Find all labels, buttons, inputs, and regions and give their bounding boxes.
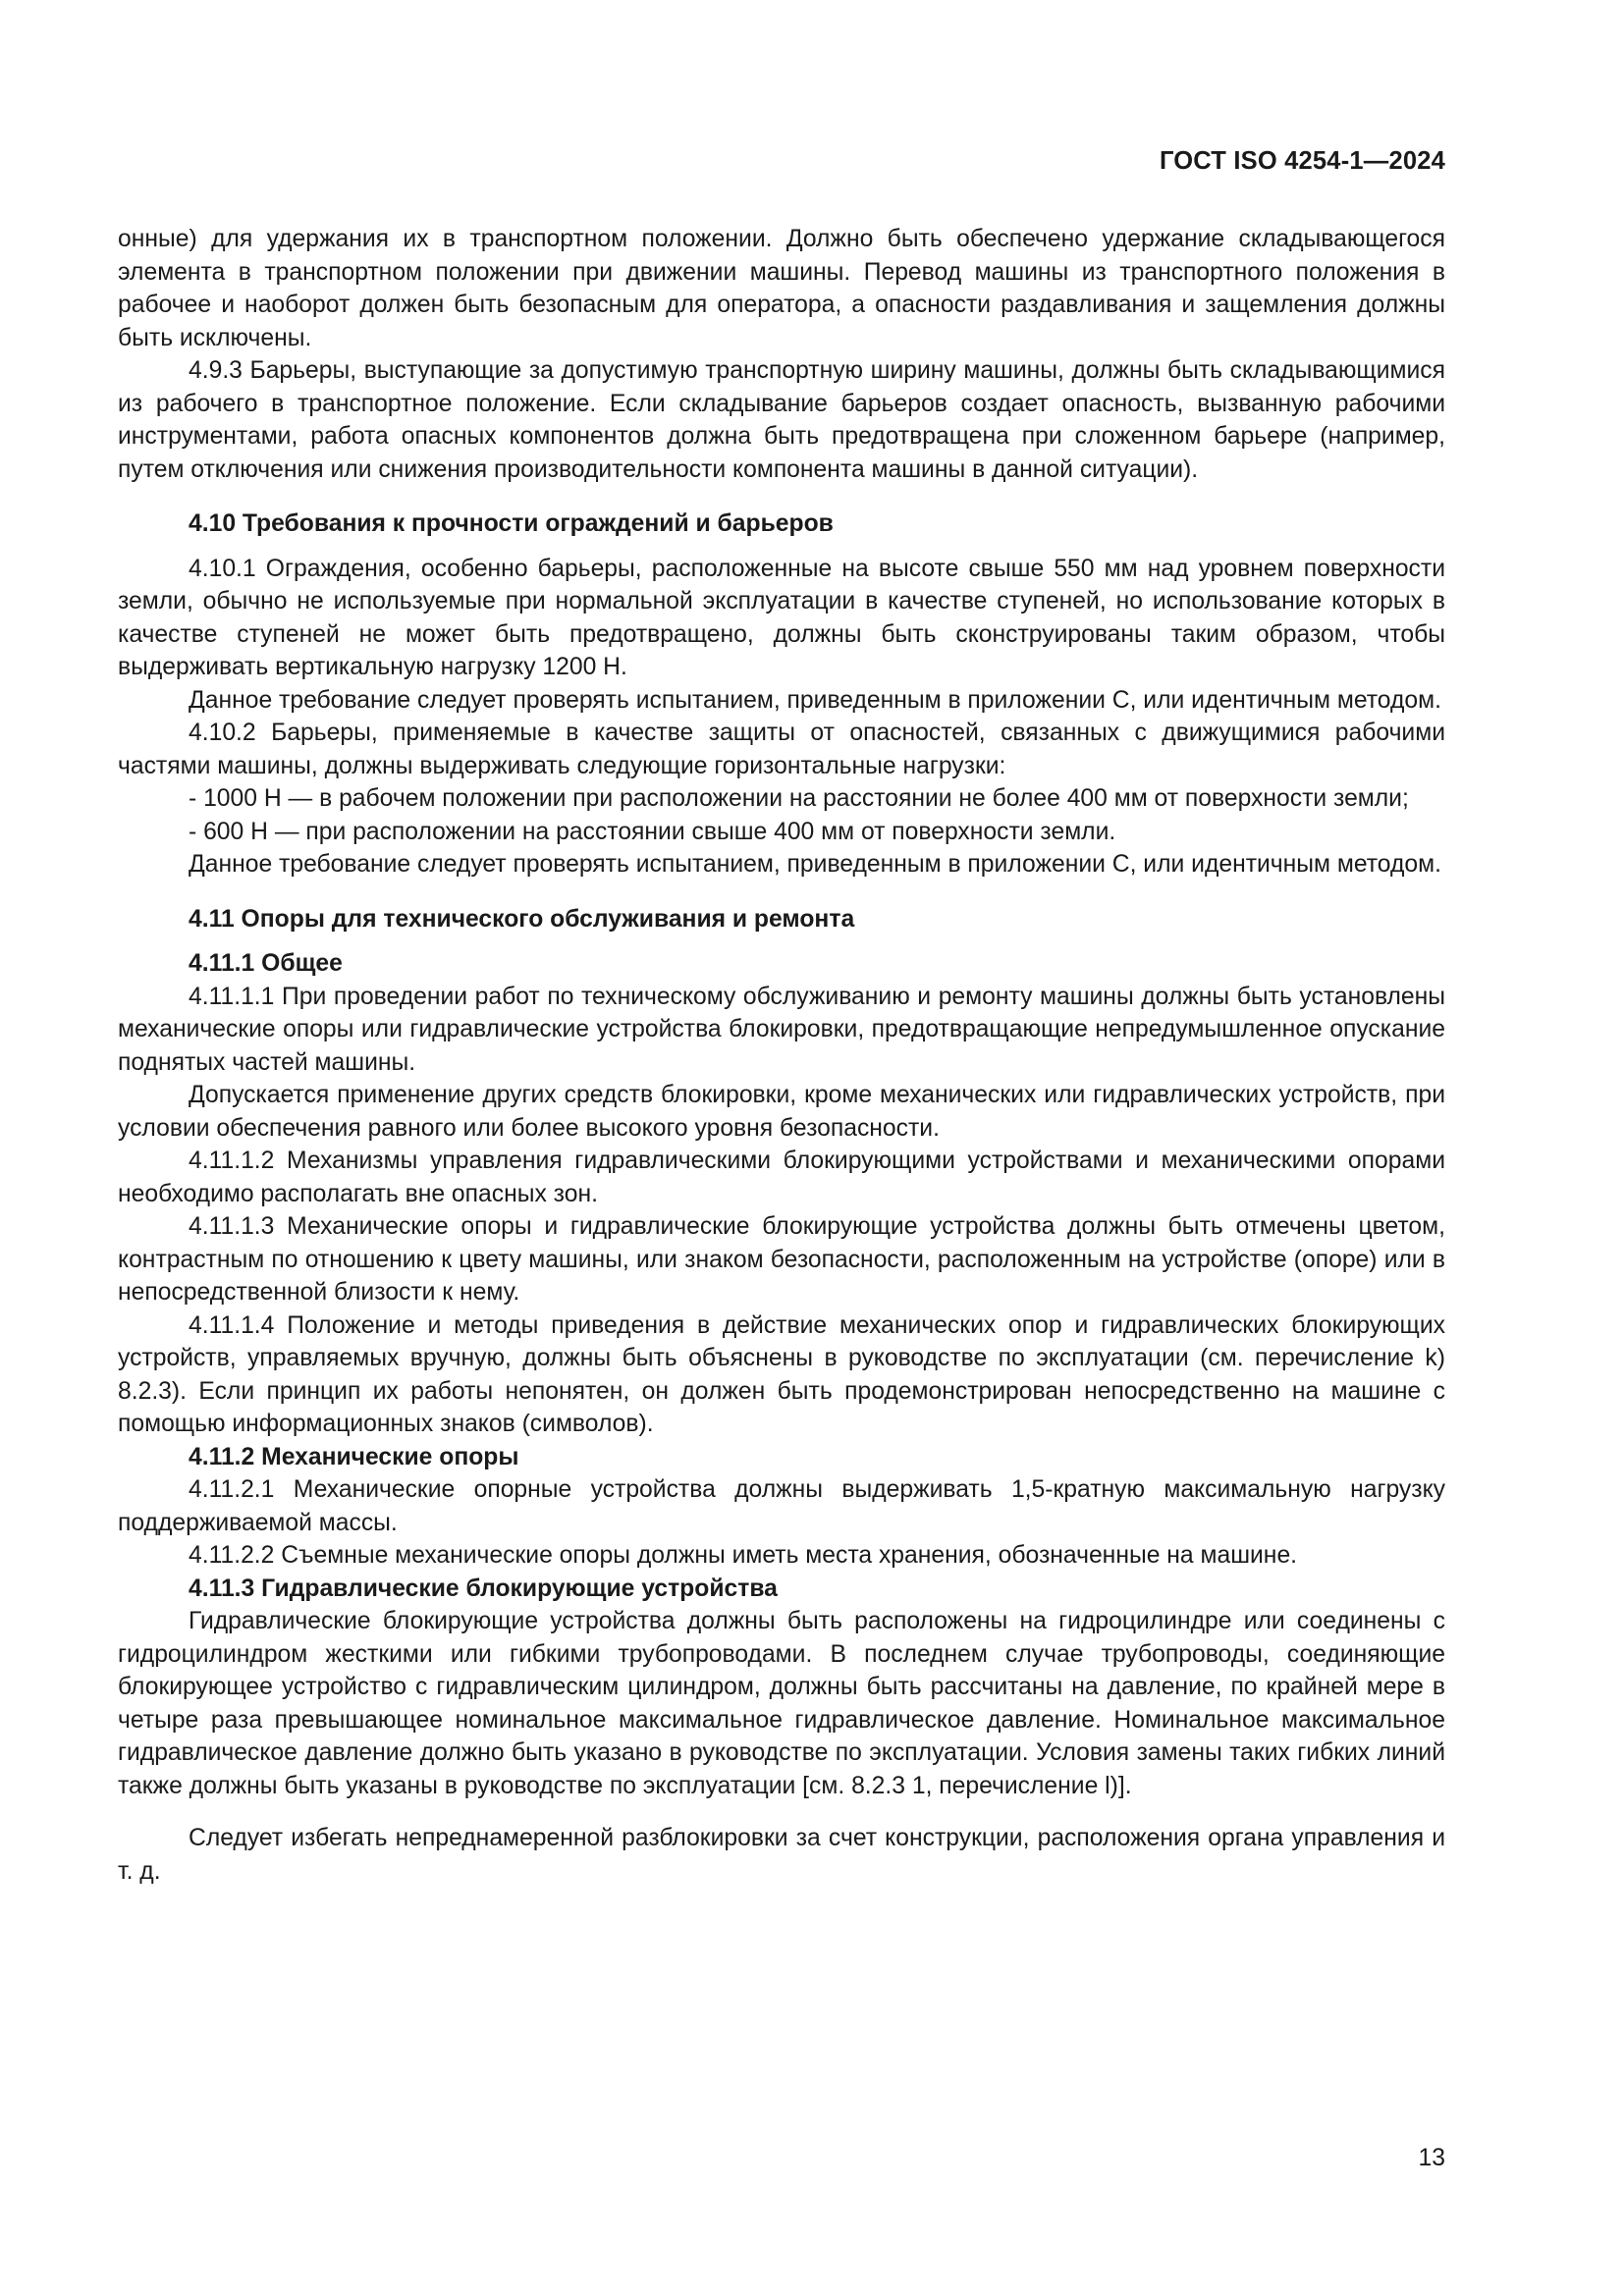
list-item-600n: - 600 Н — при расположении на расстоянии свыше 400 мм от поверхности земли. <box>189 818 1116 845</box>
paragraph-hydraulic-locking: Гидравлические блокирующие устройства должны быть расположены на гидроцилиндре или соединены с гидроцилиндром жесткими или гибкими трубопроводами. В последнем случае трубопроводы, соединяющие блокирующее устройство с гидравлическим цилиндром, должны быть рассчитаны на давление, по крайней мере в четыре раза превышающее номинальное максимальное гидравлическое давление. Номинальное максимальное гидравлическое давление должно быть указано в руководстве по эксплуатации. Условия замены таких гибких линий также должны быть указаны в руководстве по эксплуатации [см. 8.2.3 1, перечисление l)]. <box>118 1608 1445 1799</box>
paragraph-4-11-2-1: 4.11.2.1 Механические опорные устройства должны выдерживать 1,5-кратную максимальную нагрузку поддерживаемой массы. <box>118 1476 1445 1536</box>
paragraph-4-11-2-2: 4.11.2.2 Съемные механические опоры должны иметь места хранения, обозначенные на машине. <box>189 1542 1298 1569</box>
paragraph-continuation: онные) для удержания их в транспортном положении. Должно быть обеспечено удержание складывающегося элемента в транспортном положении при движении машины. Перевод машины из транспортного положения в рабочее и наоборот должен быть безопасным для оператора, а опасности раздавливания и защемления должны быть исключены. <box>118 226 1445 351</box>
paragraph-4-11-1-2: 4.11.1.2 Механизмы управления гидравлическими блокирующими устройствами и механическими опорами необходимо располагать вне опасных зон. <box>118 1148 1445 1207</box>
paragraph-4-10-1: 4.10.1 Ограждения, особенно барьеры, расположенные на высоте свыше 550 мм над уровнем поверхности земли, обычно не используемые при нормальной эксплуатации в качестве ступеней, но использование которых в качестве ступеней не может быть предотвращено, должны быть сконструированы таким образом, чтобы выдерживать вертикальную нагрузку 1200 Н. <box>118 555 1445 680</box>
section-heading-4-11: 4.11 Опоры для технического обслуживания и ремонта <box>189 905 855 933</box>
list-item-1000n: - 1000 Н — в рабочем положении при расположении на расстоянии не более 400 мм от поверхности земли; <box>189 785 1409 812</box>
paragraph-unintended-release: Следует избегать непреднамеренной разблокировки за счет конструкции, расположения органа управления и т. д. <box>118 1825 1445 1885</box>
subsection-heading-4-11-1: 4.11.1 Общее <box>189 950 343 977</box>
paragraph-4-11-1-1: 4.11.1.1 При проведении работ по техническому обслуживанию и ремонту машины должны быть установлены механические опоры или гидравлические устройства блокировки, предотвращающие непредумышленное опускание поднятых частей машины. <box>118 983 1445 1076</box>
section-heading-4-10: 4.10 Требования к прочности ограждений и барьеров <box>189 510 834 537</box>
paragraph-4-11-1-4: 4.11.1.4 Положение и методы приведения в действие механических опор и гидравлических блокирующих устройств, управляемых вручную, должны быть объяснены в руководстве по эксплуатации (см. перечисление k) 8.2.3). Если принцип их работы непонятен, он должен быть продемонстрирован непосредственно на машине с помощью информационных знаков (символов). <box>118 1311 1445 1437</box>
document-code-header: ГОСТ ISO 4254-1—2024 <box>1159 147 1445 175</box>
paragraph-4-10-2: 4.10.2 Барьеры, применяемые в качестве защиты от опасностей, связанных с движущимися рабочими частями машины, должны выдерживать следующие горизонтальные нагрузки: <box>118 720 1445 779</box>
paragraph-verification-1: Данное требование следует проверять испытанием, приведенным в приложении С, или идентичным методом. <box>189 686 1441 714</box>
subsection-heading-4-11-3: 4.11.3 Гидравлические блокирующие устройства <box>189 1575 778 1602</box>
paragraph-other-means: Допускается применение других средств блокировки, кроме механических или гидравлических устройств, при условии обеспечения равного или более высокого уровня безопасности. <box>118 1082 1445 1142</box>
paragraph-4-9-3: 4.9.3 Барьеры, выступающие за допустимую транспортную ширину машины, должны быть складывающимися из рабочего в транспортное положение. Если складывание барьеров создает опасность, вызванную рабочими инструментами, работа опасных компонентов должна быть предотвращена при сложенном барьере (например, путем отключения или снижения производительности компонента машины в данной ситуации). <box>118 357 1445 483</box>
document-body <box>118 223 1445 1888</box>
subsection-heading-4-11-2: 4.11.2 Механические опоры <box>189 1443 519 1470</box>
paragraph-4-11-1-3: 4.11.1.3 Механические опоры и гидравлические блокирующие устройства должны быть отмечены цветом, контрастным по отношению к цвету машины, или знаком безопасности, расположенным на устройстве (опоре) или в непосредственной близости к нему. <box>118 1213 1445 1306</box>
page-number: 13 <box>1418 2145 1445 2171</box>
paragraph-verification-2: Данное требование следует проверять испытанием, приведенным в приложении С, или идентичным методом. <box>189 851 1441 878</box>
